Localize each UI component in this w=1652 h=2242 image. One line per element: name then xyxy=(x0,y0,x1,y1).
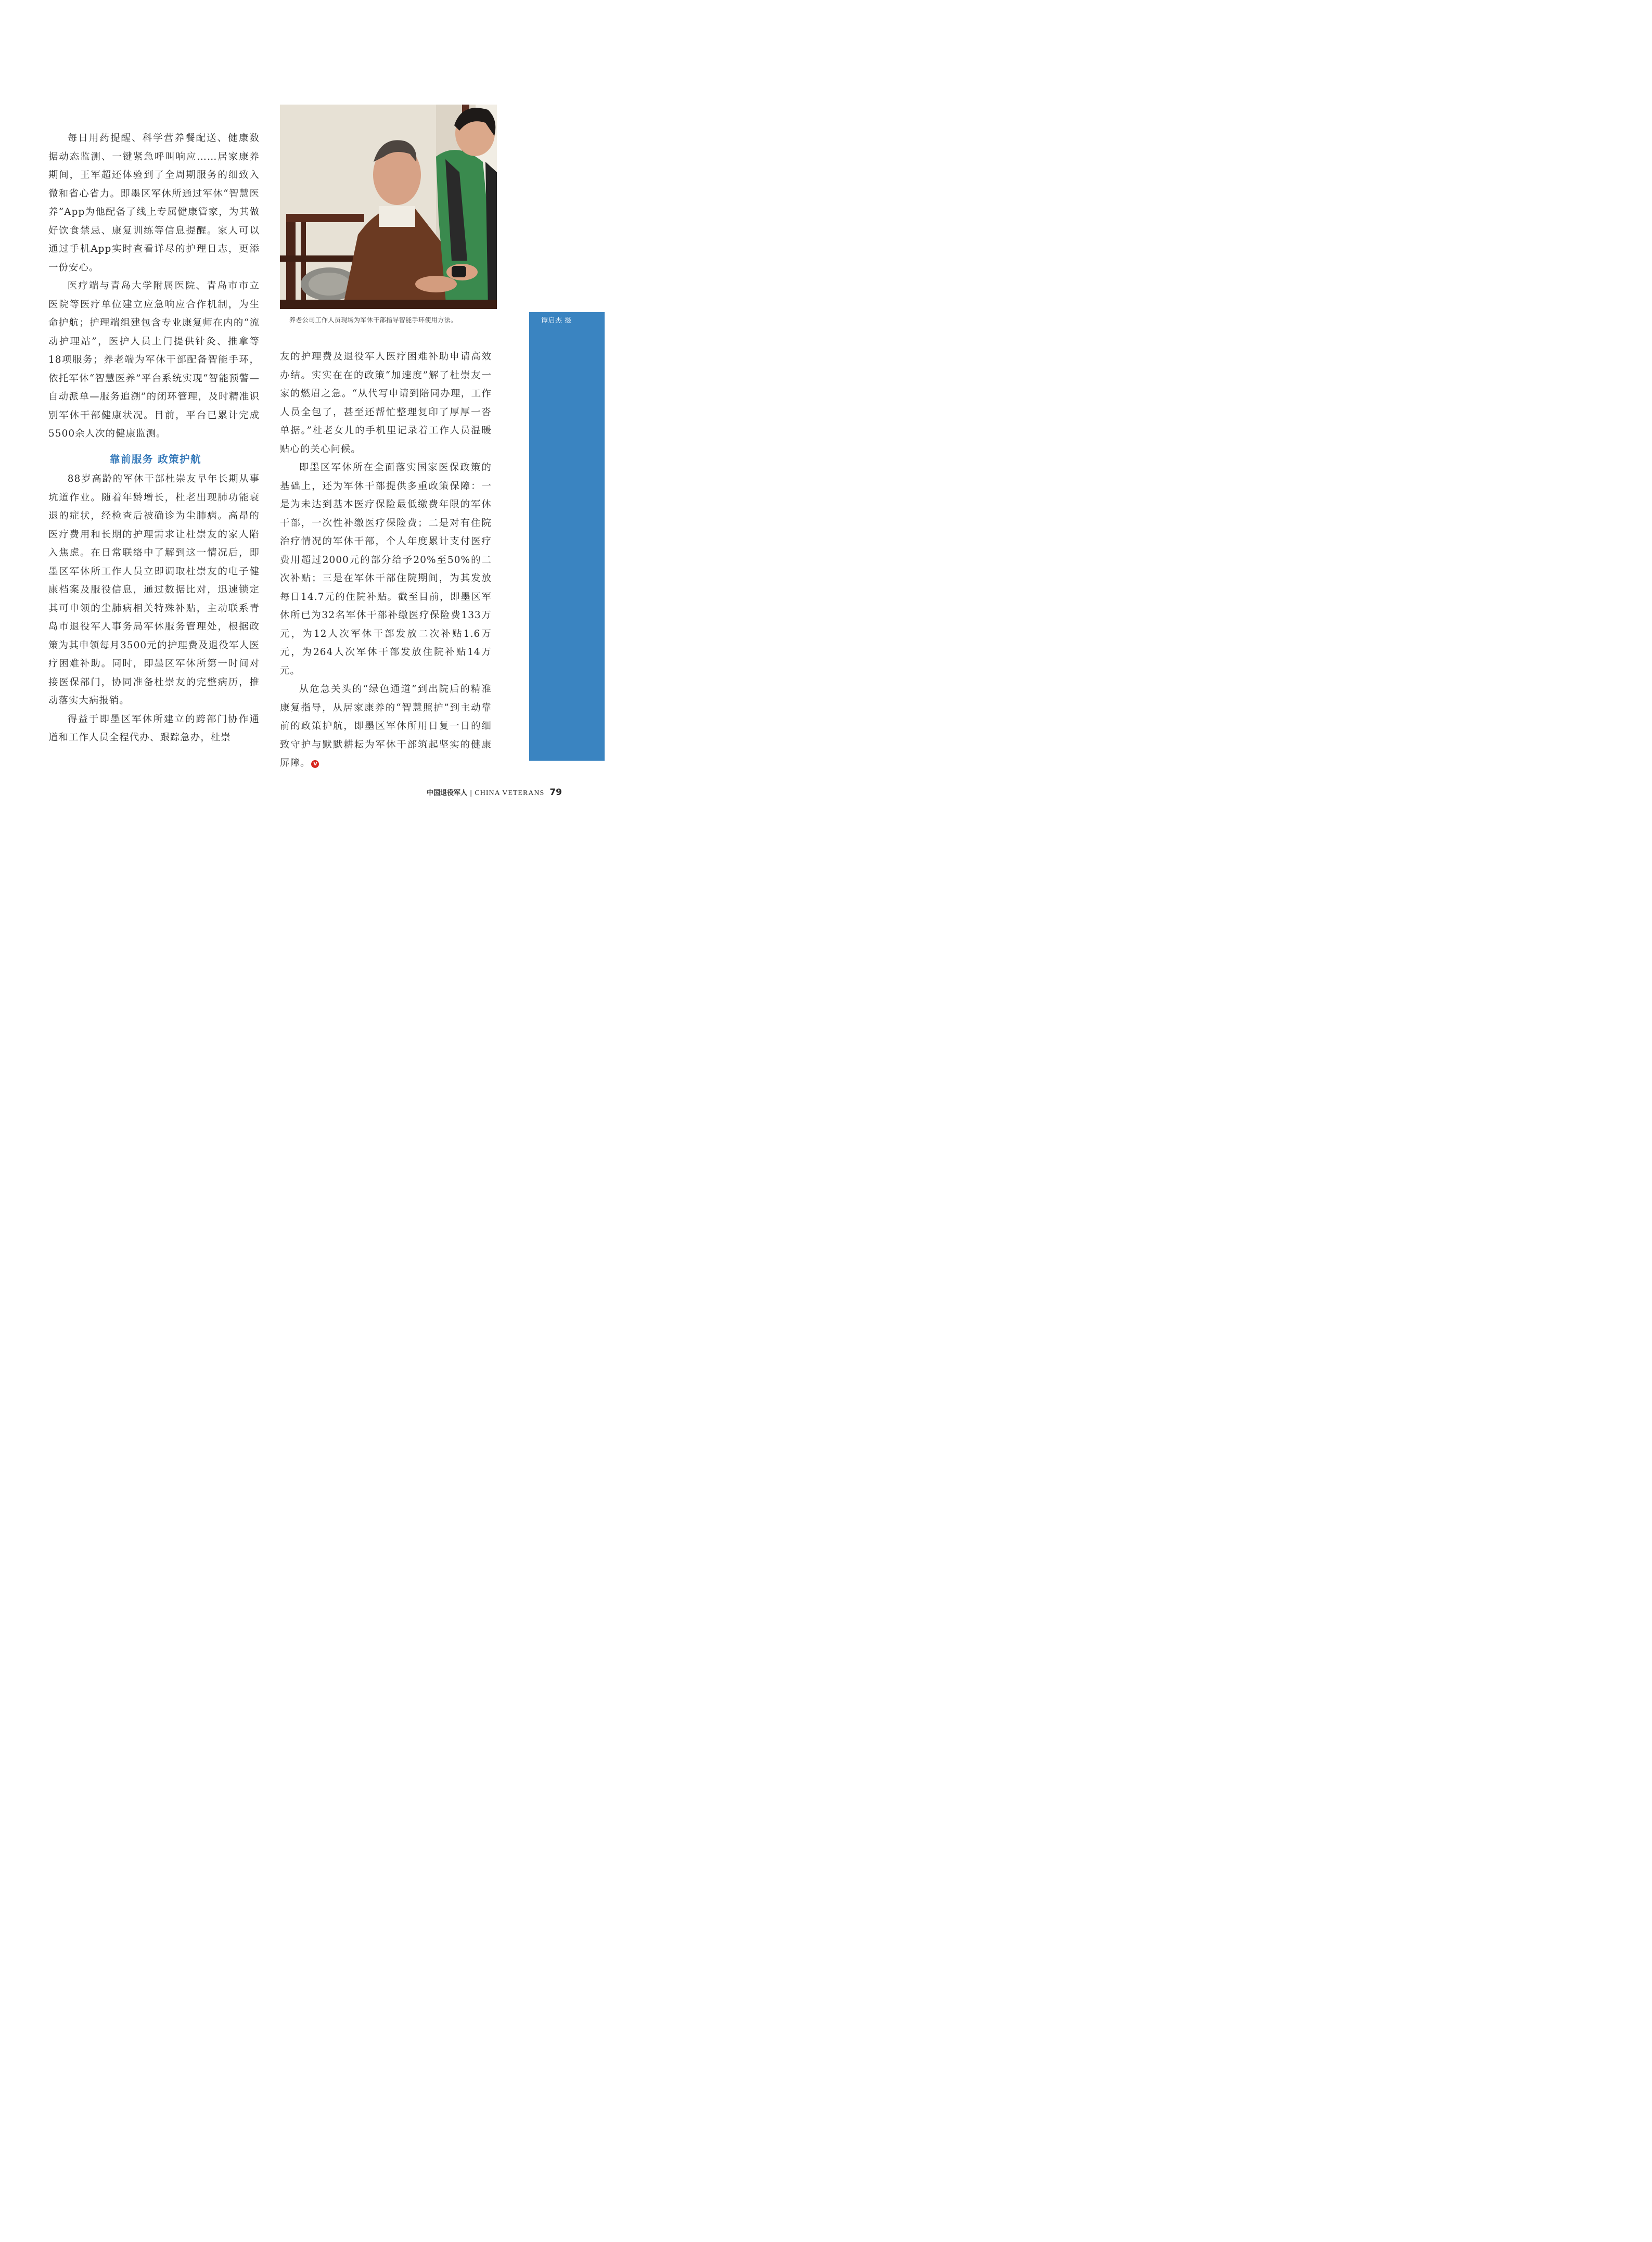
article-photo xyxy=(280,105,497,309)
photo-credit: 谭启杰 摄 xyxy=(541,317,572,325)
magazine-english-name: CHINA VETERANS xyxy=(475,789,545,797)
photo-caption: 养老公司工作人员现场为军休干部指导智能手环使用方法。 xyxy=(289,316,457,324)
paragraph: 每日用药提醒、科学营养餐配送、健康数据动态监测、一键紧急呼叫响应……居家康养期间，王军超还体验到了全周期服务的细致入微和省心省力。即墨区军休所通过军休“智慧医养”App为他配备了线上专属健康管家，为其做好饮食禁忌、康复训练等信息提醒。家人可以通过手机App实时查看详尽的护理日志，更添一份安心。 xyxy=(48,133,260,273)
paragraph-last xyxy=(280,680,492,773)
left-column xyxy=(48,129,260,747)
paragraph: 得益于即墨区军休所建立的跨部门协作通道和工作人员全程代办、跟踪急办，杜崇 xyxy=(48,713,260,743)
paragraph: 88岁高龄的军休干部杜崇友早年长期从事坑道作业。随着年龄增长，杜老出现肺功能衰退的症状，经检查后被确诊为尘肺病。高昂的医疗费用和长期的护理需求让杜崇友的家人陷入焦虑。在日常联络中了解到这一情况后，即墨区军休所工作人员立即调取杜崇友的电子健康档案及服役信息，通过数据比对，迅速锁定其可申领的尘肺病相关特殊补贴，主动联系青岛市退役军人事务局军休服务管理处，根据政策为其申领每月3500元的护理费及退役军人医疗困难补助。同时，即墨区军休所第一时间对接医保部门，协同准备杜崇友的完整病历，推动落实大病报销。 xyxy=(48,473,260,706)
right-column xyxy=(280,348,492,773)
end-mark-icon: V xyxy=(311,760,319,768)
paragraph-text: 从危急关头的“绿色通道”到出院后的精准康复指导，从居家康养的“智慧照护”到主动靠前的政策护航，即墨区军休所用日复一日的细致守护与默默耕耘为军休干部筑起坚实的健康屏障。 xyxy=(280,684,492,768)
page-number: 79 xyxy=(549,787,562,798)
magazine-name: 中国退役军人 xyxy=(427,789,468,797)
page-footer xyxy=(427,787,562,798)
footer-separator: | xyxy=(470,789,472,797)
section-heading: 靠前服务 政策护航 xyxy=(109,453,202,465)
paragraph: 即墨区军休所在全面落实国家医保政策的基础上，还为军休干部提供多重政策保障：一是为未达到基本医疗保险最低缴费年限的军休干部，一次性补缴医疗保险费；二是对有住院治疗情况的军休干部，个人年度累计支付医疗费用超过2000元的部分给予20%至50%的二次补贴；三是在军休干部住院期间，为其发放每日14.7元的住院补贴。截至目前，即墨区军休所已为32名军休干部补缴医疗保险费133万元，为12人次军休干部发放二次补贴1.6万元，为264人次军休干部发放住院补贴14万元。 xyxy=(280,462,492,676)
paragraph-continuation: 友的护理费及退役军人医疗困难补助申请高效办结。实实在在的政策“加速度”解了杜崇友一家的燃眉之急。“从代写申请到陪同办理，工作人员全包了，甚至还帮忙整理复印了厚厚一沓单据。”杜老女儿的手机里记录着工作人员温暖贴心的关心问候。 xyxy=(280,351,492,455)
blue-sidebar xyxy=(529,312,605,761)
paragraph: 医疗端与青岛大学附属医院、青岛市市立医院等医疗单位建立应急响应合作机制，为生命护航；护理端组建包含专业康复师在内的“流动护理站”，医护人员上门提供针灸、推拿等18项服务；养老端为军休干部配备智能手环，依托军休“智慧医养”平台系统实现“智能预警—自动派单—服务追溯”的闭环管理，及时精准识别军休干部健康状况。目前，平台已累计完成5500余人次的健康监测。 xyxy=(48,280,260,439)
